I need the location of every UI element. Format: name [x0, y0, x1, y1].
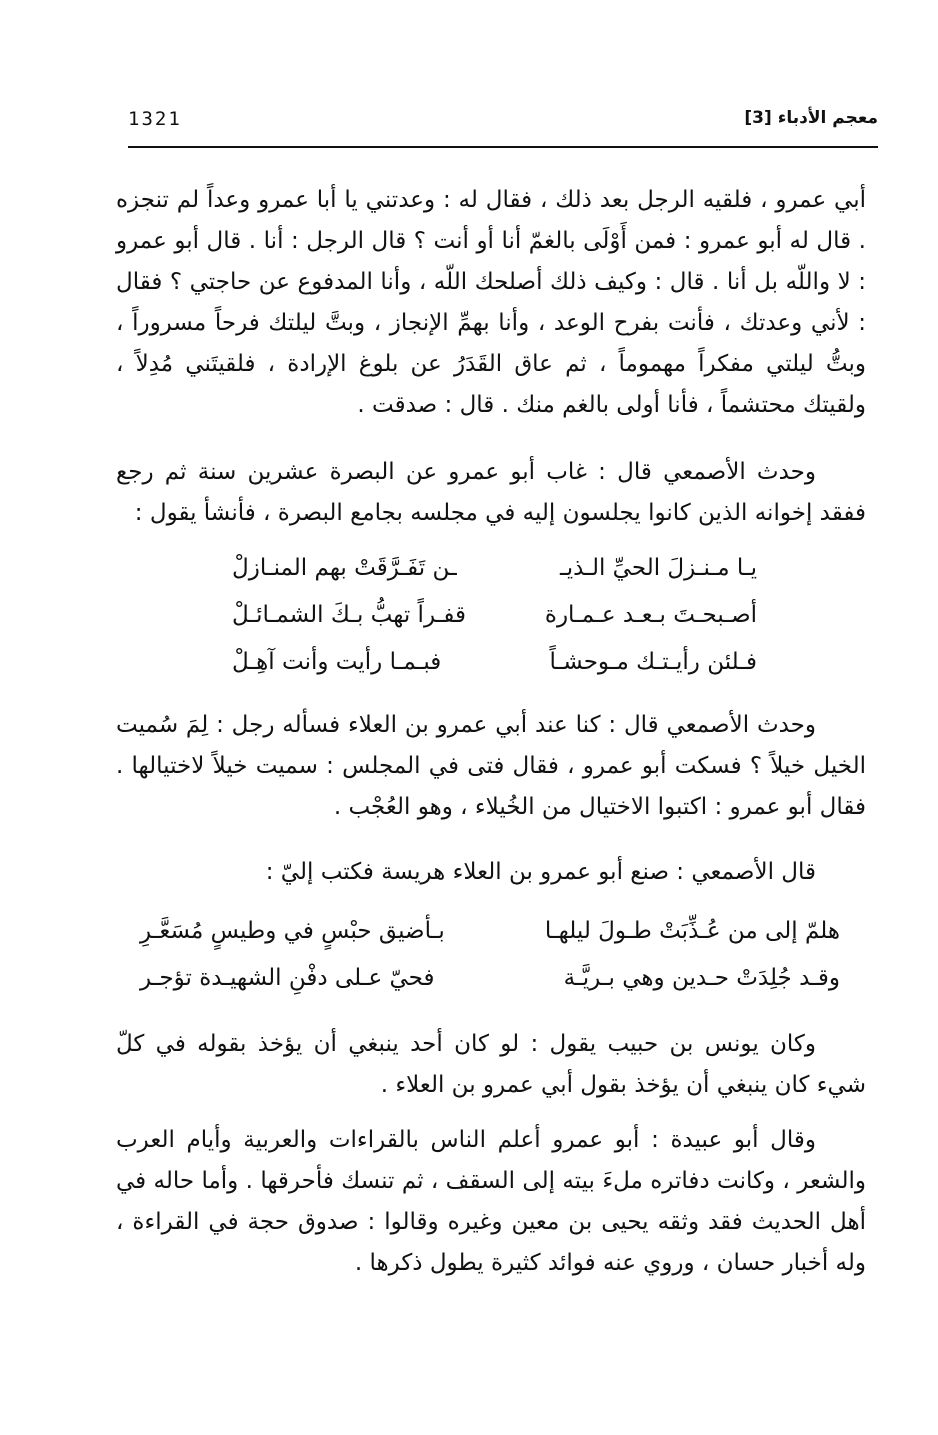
paragraph-6: وقال أبو عبيدة : أبو عمرو أعلم الناس بالقراءات والعربية وأيام العرب والشعر ، وكانت دفاتره ملءَ بيته إلى السقف ، ثم تنسك فأحرقها . وأما حاله في أهل الحديث فقد وثقه يحيى بن معين وغيره وقالوا : صدوق حجة في القراءة ، وله أخبار حسان ، وروي عنه فوائد كثيرة يطول ذكرها . [116, 1127, 866, 1276]
running-title: معجم الأدباء [3] [744, 108, 878, 128]
verse-line [232, 639, 757, 686]
paragraph-4: قال الأصمعي : صنع أبو عمرو بن العلاء هريسة فكتب إليّ : [265, 859, 816, 885]
verse-first-hemistich: يـا مـنـزلَ الحيِّ الـذيـ [560, 555, 757, 581]
verse-first-hemistich: فـلئن رأيـتـك مـوحشـاً [549, 649, 757, 675]
verse-line [140, 955, 840, 1002]
verse-first-hemistich: هلمّ إلى من عُـذِّبَتْ طـولَ ليلهـا [544, 918, 840, 944]
poem-1 [232, 545, 757, 686]
verse-second-hemistich: قفـراً تهبُّ بـكَ الشمـائـلْ [232, 602, 467, 628]
page-header [128, 106, 878, 148]
poem-2 [140, 908, 840, 1002]
page-number: 1321 [128, 108, 182, 130]
verse-second-hemistich: فبـمـا رأيت وأنت آهِـلْ [232, 649, 442, 675]
paragraph-1: أبي عمرو ، فلقيه الرجل بعد ذلك ، فقال له : وعدتني يا أبا عمرو وعداً لم تنجزه . قال له أبو عمرو : فمن أَوْلَى بالغمّ أنا أو أنت ؟ قال الرجل : أنا . قال أبو عمرو : لا واللّه بل أنا . قال : وكيف ذلك أصلحك اللّه ، وأنا المدفوع عن حاجتي ؟ فقال : لأني وعدتك ، فأنت بفرح الوعد ، وأنا بهمِّ الإنجاز ، وبتَّ ليلتك فرحاً مسروراً ، وبتُّ ليلتي مفكراً مهموماً ، ثم عاق القَدَرُ عن بلوغ الإرادة ، فلقيتَني مُدِلاً ، ولقيتك محتشماً ، فأنا أولى بالغم منك . قال : صدقت . [116, 187, 866, 418]
paragraph-3: وحدث الأصمعي قال : كنا عند أبي عمرو بن العلاء فسأله رجل : لِمَ سُميت الخيل خيلاً ؟ فسكت أبو عمرو ، فقال فتى في المجلس : سميت خيلاً لاختيالها . فقال أبو عمرو : اكتبوا الاختيال من الخُيلاء ، وهو العُجْب . [116, 712, 866, 820]
verse-first-hemistich: وقـد جُلِدَتْ حـدين وهي بـريَّـة [563, 965, 840, 991]
verse-second-hemistich: بـأضيق حبْسٍ في وطيسٍ مُسَعَّـرِ [140, 918, 445, 944]
verse-line [140, 908, 840, 955]
verse-first-hemistich: أصـبحـتَ بـعـد عـمـارة [544, 602, 757, 628]
paragraph-5: وكان يونس بن حبيب يقول : لو كان أحد ينبغي أن يؤخذ بقوله في كلّ شيء كان ينبغي أن يؤخذ بقول أبي عمرو بن العلاء . [116, 1031, 866, 1098]
verse-line [232, 592, 757, 639]
verse-second-hemistich: فحيّ عـلى دفْنِ الشهيـدة تؤجـر [140, 965, 435, 991]
verse-line [232, 545, 757, 592]
paragraph-2: وحدث الأصمعي قال : غاب أبو عمرو عن البصرة عشرين سنة ثم رجع ففقد إخوانه الذين كانوا يجلسون إليه في مجلسه بجامع البصرة ، فأنشأ يقول : [116, 459, 866, 526]
verse-second-hemistich: ـن تَفَـرَّقَتْ بهم المنـازلْ [232, 555, 457, 581]
